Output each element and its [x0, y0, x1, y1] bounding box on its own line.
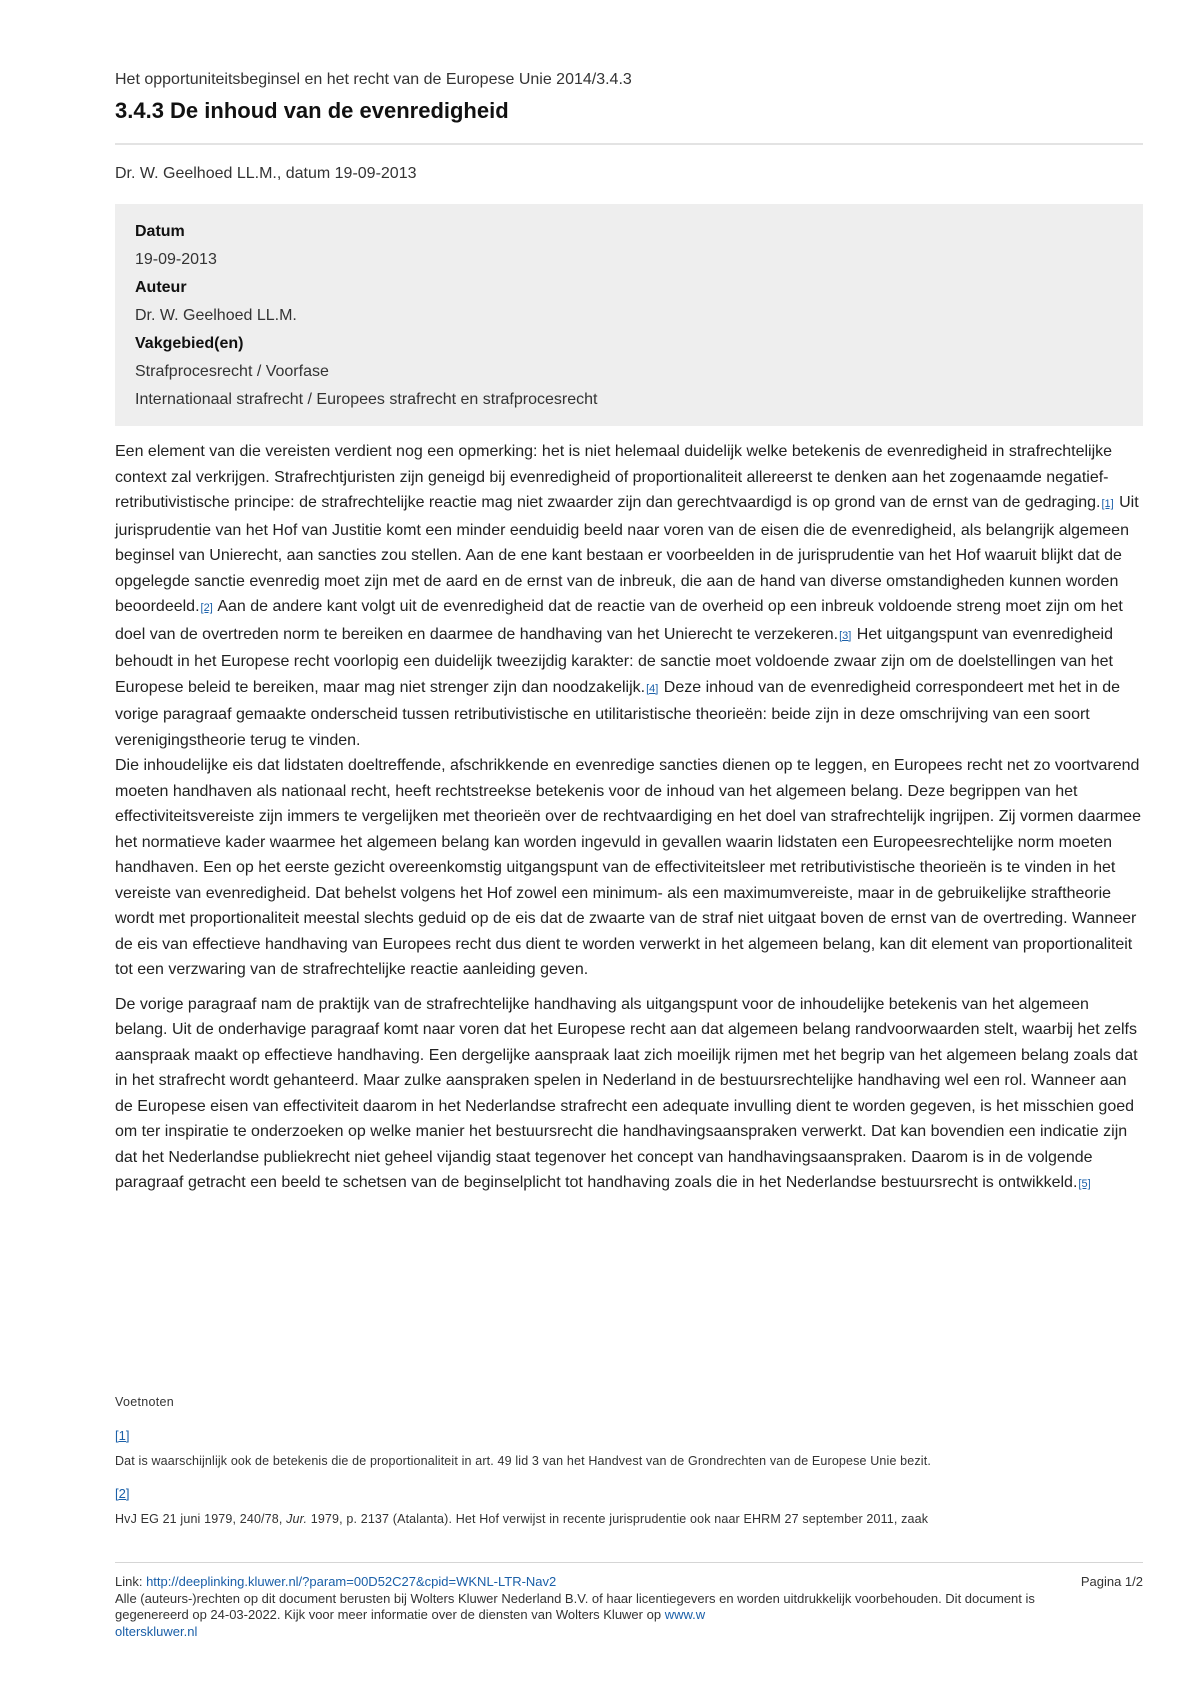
footnote-ref-3[interactable]: [3] [839, 629, 852, 642]
paragraph-1 [115, 439, 1143, 753]
paragraph-1-part-3: Aan de andere kant volgt uit de evenredigheid dat de reactie van de overheid op een inbreuk voldoende streng moet zijn om het doel van de overtreden norm te bereiken en daarmee de handhaving van het Unierecht te verzekeren. [115, 598, 1123, 643]
footer-link-label: Link: [115, 1574, 147, 1589]
page-footer [115, 1574, 1143, 1640]
footnote-2-text-italic: Jur. [286, 1512, 308, 1526]
vakgebied-value-2: Internationaal strafrecht / Europees strafrecht en strafprocesrecht [135, 391, 598, 408]
footer-link-line [115, 1574, 1035, 1591]
document-subtitle: Het opportuniteitsbeginsel en het recht van de Europese Unie 2014/3.4.3 [115, 71, 632, 88]
paragraph-1-part-4: Het uitgangspunt van evenredigheid behoudt in het Europese recht voorlopig een duidelijk tweezijdig karakter: de sanctie moet voldoende zwaar zijn om de doelstellingen van het Europese beleid te bereiken, maar mag niet strenger zijn dan noodzakelijk. [115, 625, 1113, 696]
paragraph-1-part-2: Uit jurisprudentie van het Hof van Justitie komt een minder eenduidig beeld naar voren van de eisen die de evenredigheid, als belangrijk algemeen beginsel van Unierecht, aan sancties zou stellen. Aan de ene kant bestaan er voorbeelden in de jurisprudentie van het Hof waaruit blijkt dat de opgelegde sanctie evenredig moet zijn met de aard en de ernst van de inbreuk, die aan de hand van diverse omstandigheden kunnen worden beoordeeld. [115, 494, 1139, 615]
vakgebied-label: Vakgebied(en) [135, 335, 244, 352]
page-number: Pagina 1/2 [1080, 1574, 1143, 1589]
footnote-1-link[interactable]: [1] [115, 1428, 130, 1443]
author-line: Dr. W. Geelhoed LL.M., datum 19-09-2013 [115, 165, 417, 182]
footnote-1-text: Dat is waarschijnlijk ook de betekenis die de proportionaliteit in art. 49 lid 3 van het Handvest van de Grondrechten van de Europese Unie bezit. [115, 1454, 931, 1468]
footnote-2-text-after: 1979, p. 2137 (Atalanta). Het Hof verwijst in recente jurisprudentie ook naar EHRM 27 september 2011, zaak [307, 1512, 929, 1526]
footer-left [115, 1574, 1035, 1640]
footer-divider [115, 1562, 1143, 1563]
footnote-ref-5[interactable]: [5] [1078, 1178, 1091, 1190]
page-title: 3.4.3 De inhoud van de evenredigheid [115, 98, 509, 123]
footnote-ref-2[interactable]: [2] [200, 602, 213, 614]
footnote-ref-1[interactable]: [1] [1101, 498, 1114, 510]
website-link-part-2[interactable]: olterskluwer.nl [115, 1623, 198, 1639]
metadata-box [115, 204, 1143, 426]
datum-label: Datum [135, 223, 185, 240]
footnote-ref-4[interactable]: [4] [646, 682, 659, 695]
paragraph-3 [115, 992, 1143, 1198]
paragraph-1-part-5: Deze inhoud van de evenredigheid correspondeert met het in de vorige paragraaf gemaakte onderscheid tussen retributivistische en utilitaristische theorieën: beide zijn in deze omschrijving van een soort verenigingstheorie terug te vinden. [115, 678, 1121, 749]
auteur-value: Dr. W. Geelhoed LL.M. [135, 307, 297, 324]
vakgebied-value-1: Strafprocesrecht / Voorfase [135, 363, 329, 380]
paragraph-2: Die inhoudelijke eis dat lidstaten doeltreffende, afschrikkende en evenredige sancties dienen op te leggen, en Europees recht net zo voortvarend moeten handhaven als nationaal recht, heeft rechtstreekse betekenis voor de inhoud van het algemeen belang. Deze begrippen van het effectiviteitsvereiste zijn immers te vergelijken met theorieën over de rechtvaardiging en het doel van strafrechtelijk ingrijpen. Zij vormen daarmee het normatieve kader waarmee het algemeen belang kan worden ingevuld in gevallen waarin lidstaten een Europeesrechtelijke norm moeten handhaven. Een op het eerste gezicht overeenkomstig uitgangspunt van de effectiviteitsleer met retributivistische theorieën is te vinden in het vereiste van evenredigheid. Dat behelst volgens het Hof zowel een minimum- als een maximumvereiste, maar in de gebruikelijke straftheorie wordt met proportionaliteit meestal slechts geduid op de eis dat de zwaarte van de straf niet uitgaat boven de ernst van de overtreding. Wanneer de eis van effectieve handhaving van Europees recht dus dient te worden verwerkt in het algemeen belang, kan dit element van proportionaliteit tot een verzwaring van de strafrechtelijke reactie aanleiding geven. [115, 757, 1141, 978]
footer-copyright [115, 1591, 1035, 1641]
copyright-text: Alle (auteurs-)rechten op dit document berusten bij Wolters Kluwer Nederland B.V. of haar licentiegevers en worden uitdrukkelijk voorbehouden. Dit document is gegenereerd op 24-03-2022. Kijk voor meer informatie over de diensten van Wolters Kluwer op [115, 1590, 1035, 1622]
footnotes-heading: Voetnoten [115, 1395, 175, 1409]
paragraph-3-text: De vorige paragraaf nam de praktijk van de strafrechtelijke handhaving als uitgangspunt voor de inhoudelijke betekenis van het algemeen belang. Uit de onderhavige paragraaf komt naar voren dat het Europese recht aan dat algemeen belang randvoorwaarden stelt, waarbij het zelfs aanspraak maakt op effectieve handhaving. Een dergelijke aanspraak laat zich moeilijk rijmen met het begrip van het algemeen belang zoals dat in het strafrecht wordt gehanteerd. Maar zulke aanspraken spelen in Nederland in de bestuursrechtelijke handhaving wel een rol. Wanneer aan de Europese eisen van effectiviteit daarom in het Nederlandse strafrecht een adequate invulling dient te worden gegeven, is het misschien goed om ter inspiratie te onderzoeken op welke manier het bestuursrecht die handhavingsaanspraken verwerkt. Dat kan bovendien een indicatie zijn dat het Nederlandse publiekrecht niet geheel vijandig staat tegenover het concept van handhavingsaanspraken. Daarom is in de volgende paragraaf getracht een beeld te schetsen van de beginselplicht tot handhaving zoals die in het Nederlandse bestuursrecht is ontwikkeld. [115, 995, 1138, 1191]
footnote-2-text [115, 1512, 928, 1526]
footnote-2-link[interactable]: [2] [115, 1486, 130, 1501]
datum-value: 19-09-2013 [135, 251, 217, 268]
website-link-part-1[interactable]: www.w [664, 1607, 706, 1622]
article-body [115, 439, 1143, 1198]
header-divider [115, 143, 1143, 145]
auteur-label: Auteur [135, 279, 187, 296]
footnote-2-text-before: HvJ EG 21 juni 1979, 240/78, [115, 1512, 287, 1526]
deeplink-url[interactable]: http://deeplinking.kluwer.nl/?param=00D52C27&cpid=WKNL-LTR-Nav2 [146, 1574, 557, 1589]
paragraph-1-part-1: Een element van die vereisten verdient nog een opmerking: het is niet helemaal duidelijk welke betekenis de evenredigheid in strafrechtelijke context zal verkrijgen. Strafrechtjuristen zijn geneigd bij evenredigheid of proportionaliteit allereerst te denken aan het zogenaamde negatief-retributivistische principe: de strafrechtelijke reactie mag niet zwaarder zijn dan gerechtvaardigd is op grond van de ernst van de gedraging. [115, 443, 1113, 511]
